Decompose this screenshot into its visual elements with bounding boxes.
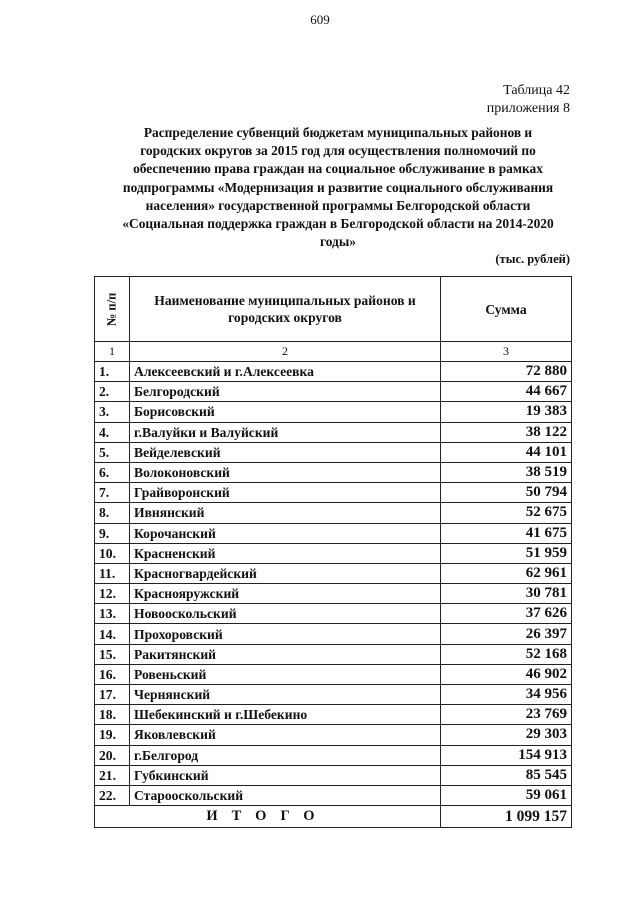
subsidy-sum: 38 122 [441, 422, 572, 442]
table-row [95, 765, 572, 785]
subsidy-sum: 44 667 [441, 382, 572, 402]
district-name: Красногвардейский [130, 563, 441, 583]
title-line: Распределение субвенций бюджетам муниципальных районов и [143, 125, 533, 140]
header-sum: Сумма [441, 277, 572, 342]
table-row [95, 503, 572, 523]
subsidy-sum: 154 913 [441, 745, 572, 765]
row-number: 16. [95, 664, 130, 684]
header-number [95, 277, 130, 342]
district-name: Яковлевский [130, 725, 441, 745]
table-row [95, 584, 572, 604]
subsidy-sum: 52 675 [441, 503, 572, 523]
subsidy-sum: 46 902 [441, 664, 572, 684]
row-number: 20. [95, 745, 130, 765]
subsidy-sum: 30 781 [441, 584, 572, 604]
district-name: Грайворонский [130, 483, 441, 503]
subsidy-sum: 38 519 [441, 462, 572, 482]
table-row [95, 644, 572, 664]
row-number: 11. [95, 563, 130, 583]
row-number: 7. [95, 483, 130, 503]
subsidy-sum: 26 397 [441, 624, 572, 644]
row-number: 10. [95, 543, 130, 563]
row-number: 12. [95, 584, 130, 604]
district-name: Новооскольский [130, 604, 441, 624]
table-body [95, 362, 572, 806]
district-name: Волоконовский [130, 462, 441, 482]
column-index: 3 [441, 342, 572, 362]
district-name: Ивнянский [130, 503, 441, 523]
district-name: Белгородский [130, 382, 441, 402]
table-row [95, 422, 572, 442]
header-name: Наименование муниципальных районов и городских округов [130, 277, 441, 342]
total-sum: 1 099 157 [441, 806, 572, 828]
subsidy-table [94, 276, 572, 828]
table-row [95, 382, 572, 402]
table-row [95, 664, 572, 684]
district-name: Краснояружский [130, 584, 441, 604]
title-line: городских округов за 2015 год для осуществления полномочий по [140, 143, 536, 159]
units-label: (тыс. рублей) [495, 252, 570, 266]
title-line: населения» государственной программы Белгородской области [145, 197, 531, 213]
district-name: Алексеевский и г.Алексеевка [130, 362, 441, 382]
total-label: ИТОГО [95, 806, 441, 828]
table-row [95, 705, 572, 725]
table-row [95, 523, 572, 543]
district-name: г.Валуйки и Валуйский [130, 422, 441, 442]
subsidy-sum: 41 675 [441, 523, 572, 543]
table-row [95, 725, 572, 745]
table-row [95, 462, 572, 482]
subsidy-sum: 85 545 [441, 765, 572, 785]
district-name: Чернянский [130, 685, 441, 705]
appendix-label: приложения 8 [486, 101, 570, 116]
subsidy-sum: 19 383 [441, 402, 572, 422]
column-index: 2 [130, 342, 441, 362]
district-name: Прохоровский [130, 624, 441, 644]
title-line: годы» [320, 234, 356, 250]
table-reference [487, 82, 570, 118]
row-number: 17. [95, 685, 130, 705]
subsidy-sum: 37 626 [441, 604, 572, 624]
table-row [95, 685, 572, 705]
row-number: 3. [95, 402, 130, 422]
row-number: 14. [95, 624, 130, 644]
row-number: 15. [95, 644, 130, 664]
row-number: 8. [95, 503, 130, 523]
table-row [95, 563, 572, 583]
total-row [95, 806, 572, 828]
table-header-row [95, 277, 572, 342]
subsidy-sum: 29 303 [441, 725, 572, 745]
table-row [95, 543, 572, 563]
page-number: 609 [310, 12, 330, 27]
row-number: 9. [95, 523, 130, 543]
district-name: Вейделевский [130, 442, 441, 462]
row-number: 1. [95, 362, 130, 382]
district-name: Борисовский [130, 402, 441, 422]
row-number: 19. [95, 725, 130, 745]
subsidy-sum: 62 961 [441, 563, 572, 583]
table-row [95, 624, 572, 644]
district-name: Ровеньский [130, 664, 441, 684]
table-row [95, 745, 572, 765]
table-row [95, 402, 572, 422]
table-row [95, 785, 572, 805]
subsidy-sum: 34 956 [441, 685, 572, 705]
row-number: 6. [95, 462, 130, 482]
title-line: подпрограммы «Модернизация и развитие социального обслуживания [122, 179, 554, 195]
subsidy-sum: 52 168 [441, 644, 572, 664]
document-title [98, 124, 578, 251]
header-number-label: № п/п [104, 292, 119, 327]
district-name: Ракитянский [130, 644, 441, 664]
district-name: Шебекинский и г.Шебекино [130, 705, 441, 725]
row-number: 18. [95, 705, 130, 725]
table-row [95, 483, 572, 503]
title-line: «Социальная поддержка граждан в Белгородской области на 2014-2020 [122, 216, 554, 232]
subsidy-sum: 44 101 [441, 442, 572, 462]
district-name: Старооскольский [130, 785, 441, 805]
subsidy-sum: 50 794 [441, 483, 572, 503]
row-number: 13. [95, 604, 130, 624]
row-number: 5. [95, 442, 130, 462]
row-number: 4. [95, 422, 130, 442]
subsidy-sum: 51 959 [441, 543, 572, 563]
subsidy-sum: 59 061 [441, 785, 572, 805]
row-number: 2. [95, 382, 130, 402]
column-index: 1 [95, 342, 130, 362]
district-name: Красненский [130, 543, 441, 563]
table-row [95, 362, 572, 382]
subsidy-sum: 72 880 [441, 362, 572, 382]
district-name: г.Белгород [130, 745, 441, 765]
table-row [95, 442, 572, 462]
row-number: 21. [95, 765, 130, 785]
column-index-row [95, 342, 572, 362]
subsidy-sum: 23 769 [441, 705, 572, 725]
district-name: Корочанский [130, 523, 441, 543]
table-number: Таблица 42 [503, 83, 570, 98]
title-line: обеспечению права граждан на социальное обслуживание в рамках [133, 161, 543, 177]
district-name: Губкинский [130, 765, 441, 785]
table-row [95, 604, 572, 624]
row-number: 22. [95, 785, 130, 805]
